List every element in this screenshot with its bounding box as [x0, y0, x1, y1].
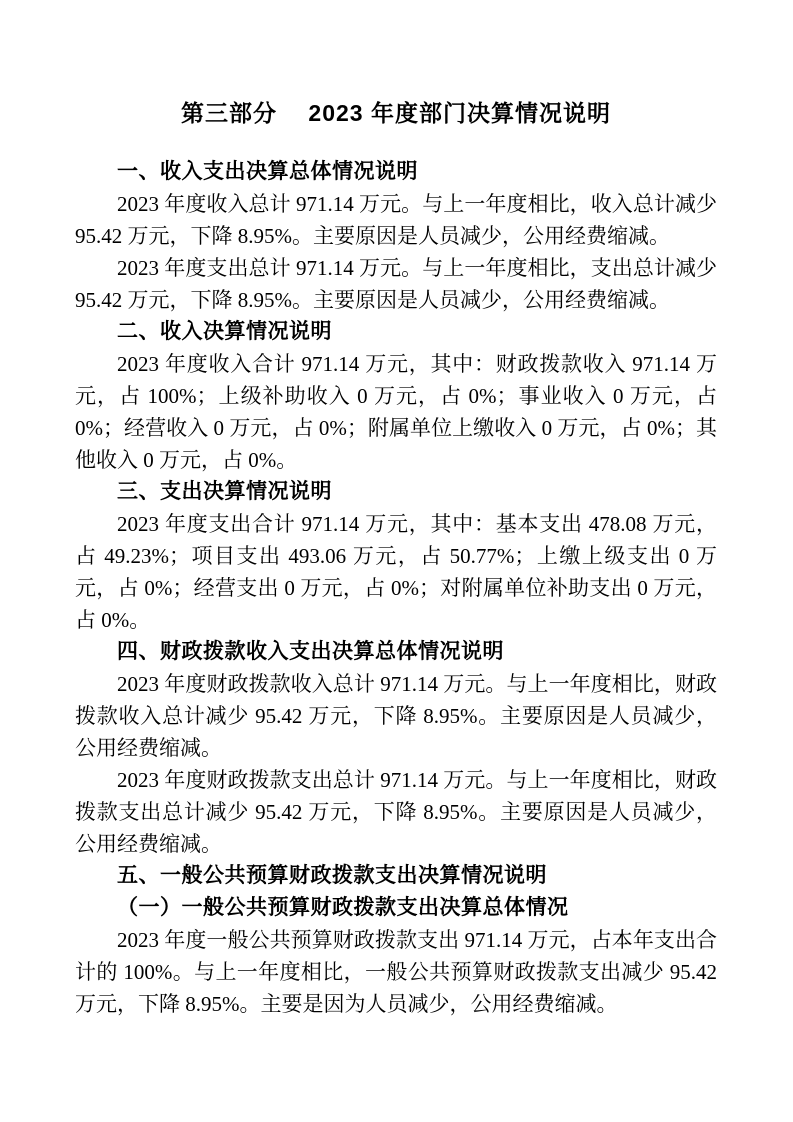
- paragraph: 2023 年度收入合计 971.14 万元，其中：财政拨款收入 971.14 万元，占 100%；上级补助收入 0 万元，占 0%；事业收入 0 万元，占 0%；经营收入 0 万元，占 0%；附属单位上缴收入 0 万元，占 0%；其他收入 0 万元，占 0%。: [75, 352, 717, 472]
- section-heading: 四、财政拨款收入支出决算总体情况说明: [117, 640, 504, 663]
- section-subheading: （一）一般公共预算财政拨款支出决算总体情况: [117, 896, 569, 919]
- section-heading: 一、收入支出决算总体情况说明: [117, 160, 418, 183]
- paragraph: 2023 年度一般公共预算财政拨款支出 971.14 万元，占本年支出合计的 100%。与上一年度相比，一般公共预算财政拨款支出减少 95.42 万元，下降 8.95%。主要是因为人员减少，公用经费缩减。: [75, 928, 717, 1016]
- section-heading: 二、收入决算情况说明: [117, 320, 332, 343]
- paragraph: 2023 年度财政拨款支出总计 971.14 万元。与上一年度相比，财政拨款支出总计减少 95.42 万元，下降 8.95%。主要原因是人员减少，公用经费缩减。: [75, 768, 717, 856]
- section-fiscal-appropriation-overview: [75, 636, 717, 860]
- paragraph: 2023 年度收入总计 971.14 万元。与上一年度相比，收入总计减少 95.42 万元，下降 8.95%。主要原因是人员减少，公用经费缩减。: [75, 192, 717, 248]
- section-public-budget-appropriation: [75, 860, 717, 1020]
- paragraph: 2023 年度财政拨款收入总计 971.14 万元。与上一年度相比，财政拨款收入总计减少 95.42 万元，下降 8.95%。主要原因是人员减少，公用经费缩减。: [75, 672, 717, 760]
- document-title-text: 第三部分 2023 年度部门决算情况说明: [181, 100, 611, 126]
- section-heading: 五、一般公共预算财政拨款支出决算情况说明: [117, 864, 547, 887]
- paragraph: 2023 年度支出总计 971.14 万元。与上一年度相比，支出总计减少 95.42 万元，下降 8.95%。主要原因是人员减少，公用经费缩减。: [75, 256, 717, 312]
- section-expenditure-statement: [75, 476, 717, 636]
- document-title: [75, 96, 717, 130]
- section-heading: 三、支出决算情况说明: [117, 480, 332, 503]
- section-income-expenditure-overview: [75, 156, 717, 316]
- paragraph: 2023 年度支出合计 971.14 万元，其中：基本支出 478.08 万元，占 49.23%；项目支出 493.06 万元，占 50.77%；上缴上级支出 0 万元，占 0%；经营支出 0 万元，占 0%；对附属单位补助支出 0 万元，占 0%。: [75, 512, 717, 632]
- section-income-statement: [75, 316, 717, 476]
